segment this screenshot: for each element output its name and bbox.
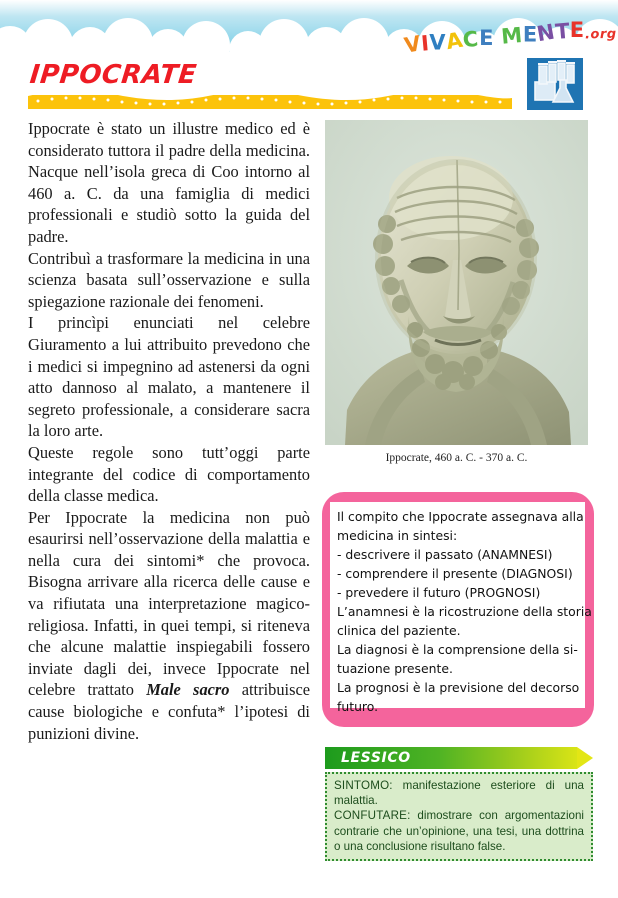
lessico-body: [325, 772, 593, 861]
lessico-definition: dimostrare con argomentazioni contrarie che un’opinione, una tesi, una dottrina o una conclusione risultano false.: [334, 809, 584, 853]
logo-letter: V: [429, 30, 447, 55]
logo-letter: E: [478, 26, 494, 51]
work-title: Male sacro: [146, 680, 230, 700]
summary-line: La diagnosi è la comprensione della si-: [337, 642, 578, 657]
summary-line: L’anamnesi è la ricostruzione della storia: [337, 604, 592, 619]
logo-letter: I: [420, 31, 431, 56]
summary-line: medicina in sintesi:: [337, 528, 458, 543]
article-paragraph-final: [28, 507, 310, 745]
lessico-box: [325, 747, 593, 861]
final-text-part1: Per Ippocrate la medicina non può esaurirsi nell’osservazione della malattia e nella cura dei sintomi* che provoca. Bisogna arrivare alla ricerca delle cause e va rifiutata una interpretazione magico-religiosa. Infatti, in quei tempi, si riteneva che alcune malattie inspiegabili fossero inviate dagli dei, invece Ippocrate nel celebre trattato: [28, 507, 310, 700]
lessico-entry: [334, 778, 584, 808]
summary-text-panel: [330, 502, 592, 714]
logo-letter: C: [461, 26, 480, 53]
logo-letter: M: [500, 22, 524, 49]
article-paragraph: Ippocrate è stato un illustre medico ed è considerato tuttora il padre della medicina. Nacque nell’isola greca di Coo intorno al 460 a. C. da una famiglia di medici professionali e studiò sotto la guida del padre.: [28, 119, 310, 246]
article-paragraph: Contribuì a trasformare la medicina in una scienza basata sull’osservazione e sulla spiegazione razionale dei fenomeni.: [28, 248, 310, 311]
article-body: [28, 118, 310, 744]
summary-line: - comprendere il presente (DIAGNOSI): [337, 566, 573, 581]
summary-line: - prevedere il futuro (PROGNOSI): [337, 585, 541, 600]
logo-letter: N: [535, 19, 558, 47]
summary-line: - descrivere il passato (ANAMNESI): [337, 547, 553, 562]
summary-line: clinica del paziente.: [337, 623, 461, 638]
logo-letter: E: [570, 18, 585, 43]
logo-suffix: .org: [585, 26, 617, 43]
wavy-divider: [28, 95, 512, 109]
lessico-term: CONFUTARE:: [334, 809, 411, 823]
article-paragraph: Queste regole sono tutt’oggi parte integrante del codice di comportamento della classe medica.: [28, 442, 310, 506]
summary-line: La prognosi è la previsione del decorso: [337, 680, 580, 695]
logo-letter: A: [444, 27, 465, 55]
lessico-banner-arrow: [577, 747, 593, 769]
page-title: IPPOCRATE: [28, 60, 199, 90]
photo-caption: Ippocrate, 460 a. C. - 370 a. C.: [385, 452, 528, 464]
summary-line: Il compito che Ippocrate assegnava alla: [337, 509, 584, 524]
bust-of-hippocrates-photo: [325, 120, 588, 445]
summary-callout-box: [322, 492, 594, 727]
article-paragraph: I princìpi enunciati nel celebre Giuramento a lui attribuito prevedono che i medici si impegnino ad astenersi da ogni atto dannoso al malato, a mantenere il segreto professionale, a considerare sacra la loro arte.: [28, 313, 310, 441]
logo-letter: E: [522, 22, 538, 47]
logo-letter: T: [554, 18, 572, 45]
final-text-part2: attribuisce cause biologiche e confuta* l’ipotesi di punizioni divine.: [28, 680, 310, 743]
lessico-entry: [334, 808, 584, 854]
lessico-term: SINTOMO:: [334, 779, 393, 792]
lessico-banner: [325, 747, 593, 769]
summary-line: tuazione presente.: [337, 661, 453, 676]
summary-line: futuro.: [337, 699, 379, 714]
lessico-banner-label: LESSICO: [341, 750, 411, 766]
lessico-definition: manifestazione esteriore di una malattia.: [334, 779, 584, 808]
logo-letter: V: [402, 31, 424, 58]
lab-flasks-icon[interactable]: [527, 58, 583, 110]
